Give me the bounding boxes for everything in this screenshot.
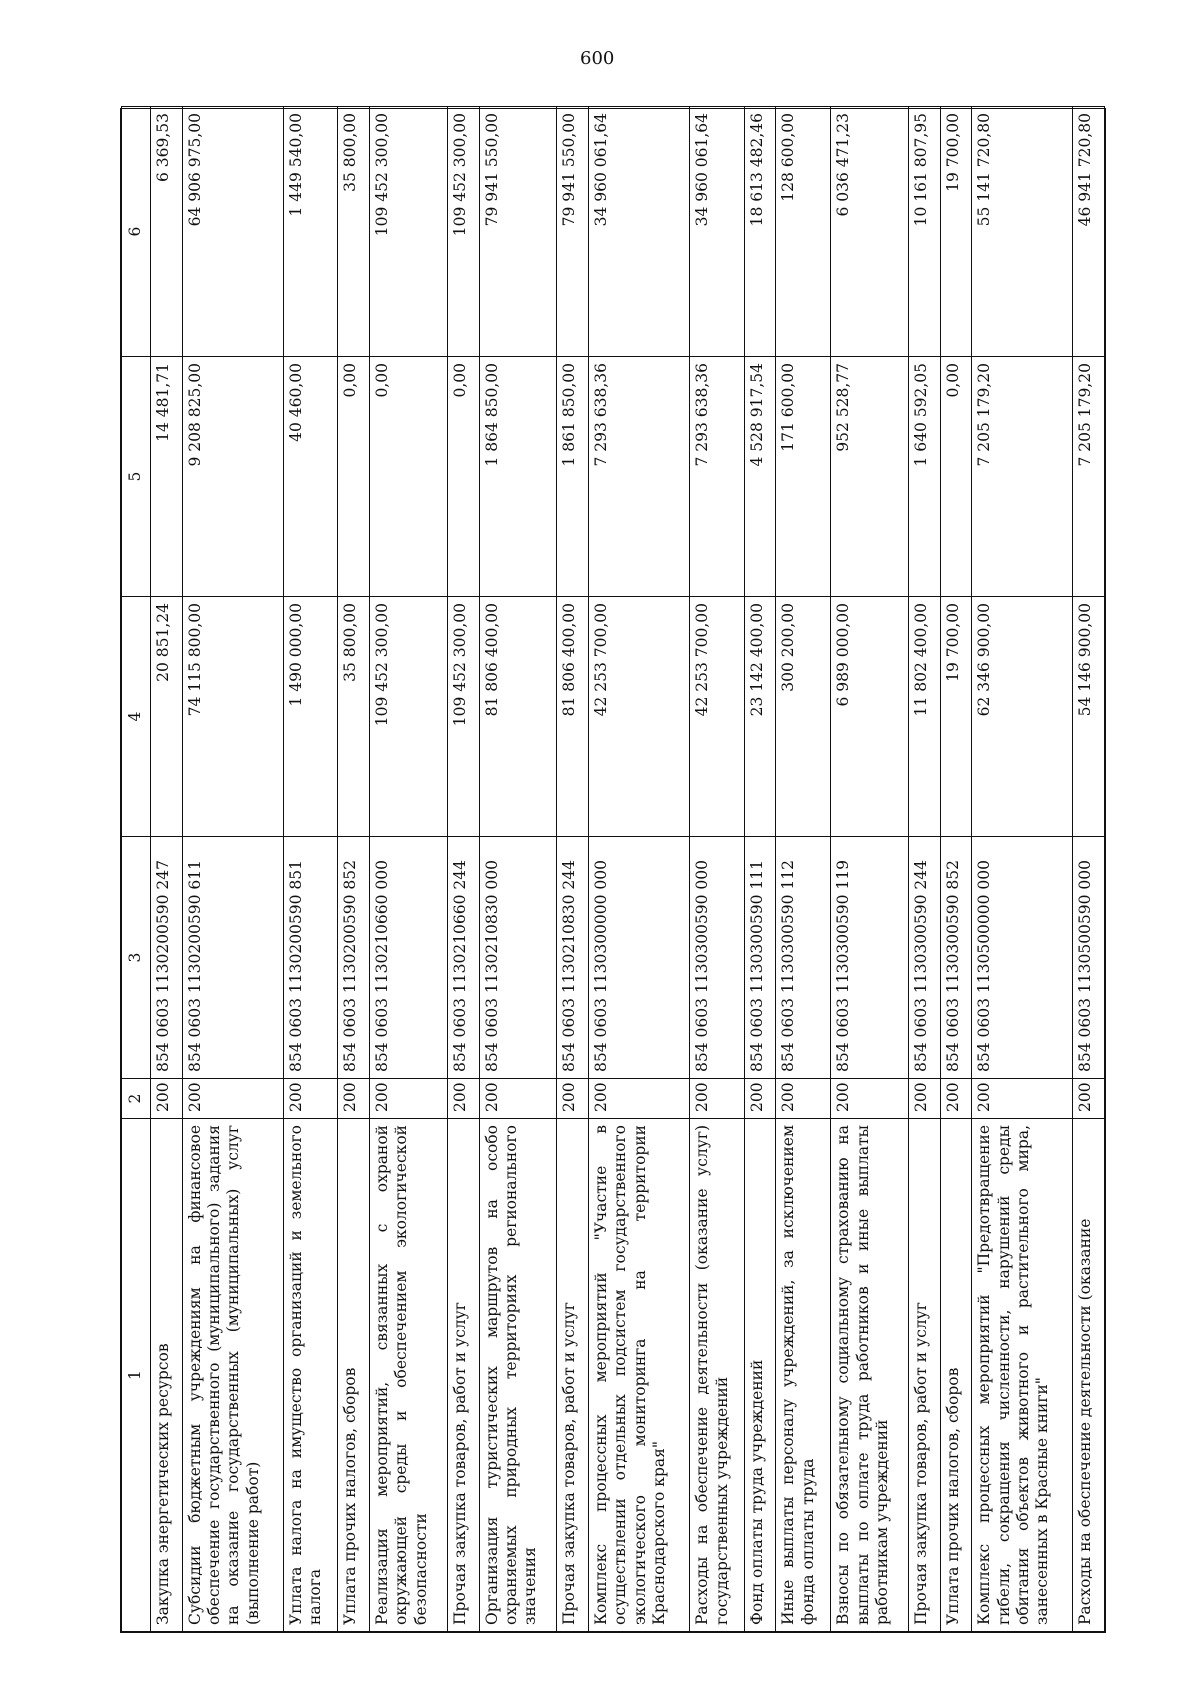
row-col4: 74 115 800,00 (182, 597, 283, 837)
table-row (744, 107, 776, 1632)
row-col5: 7 293 638,36 (589, 357, 690, 597)
row-col5: 1 864 850,00 (479, 357, 557, 597)
row-col4: 1 490 000,00 (283, 597, 338, 837)
row-group: 200 (589, 1079, 690, 1119)
row-name: Организация туристических маршрутов на особо охраняемых природных территориях регионального значения (479, 1119, 557, 1632)
row-group: 200 (831, 1079, 909, 1119)
row-col5: 1 640 592,05 (909, 357, 941, 597)
row-col5: 0,00 (940, 357, 972, 597)
row-group: 200 (370, 1079, 448, 1119)
row-code: 854 0603 1130500000 000 (972, 837, 1073, 1079)
row-col6: 19 700,00 (940, 107, 972, 357)
row-col6: 34 960 061,64 (690, 107, 745, 357)
row-group: 200 (744, 1079, 776, 1119)
row-col4: 42 253 700,00 (690, 597, 745, 837)
row-col6: 46 941 720,80 (1073, 107, 1105, 357)
row-code: 854 0603 1130300590 000 (690, 837, 745, 1079)
row-code: 854 0603 1130300590 244 (909, 837, 941, 1079)
row-name: Прочая закупка товаров, работ и услуг (909, 1119, 941, 1632)
row-col5: 7 293 638,36 (690, 357, 745, 597)
table-row (776, 107, 831, 1632)
row-group: 200 (338, 1079, 370, 1119)
row-col5: 9 208 825,00 (182, 357, 283, 597)
row-group: 200 (557, 1079, 589, 1119)
row-col4: 300 200,00 (776, 597, 831, 837)
row-code: 854 0603 1130200590 611 (182, 837, 283, 1079)
row-col6: 18 613 482,46 (744, 107, 776, 357)
row-group: 200 (283, 1079, 338, 1119)
row-group: 200 (447, 1079, 479, 1119)
row-col4: 81 806 400,00 (557, 597, 589, 837)
row-group: 200 (182, 1079, 283, 1119)
row-name: Закупка энергетических ресурсов (151, 1119, 183, 1632)
row-col6: 55 141 720,80 (972, 107, 1073, 357)
row-col6: 64 906 975,00 (182, 107, 283, 357)
row-name: Прочая закупка товаров, работ и услуг (557, 1119, 589, 1632)
row-col4: 42 253 700,00 (589, 597, 690, 837)
table-row (447, 107, 479, 1632)
row-code: 854 0603 1130300590 852 (940, 837, 972, 1079)
row-col4: 109 452 300,00 (447, 597, 479, 837)
row-col4: 62 346 900,00 (972, 597, 1073, 837)
row-group: 200 (151, 1079, 183, 1119)
row-col5: 14 481,71 (151, 357, 183, 597)
row-col5: 0,00 (370, 357, 448, 597)
row-code: 854 0603 1130210660 244 (447, 837, 479, 1079)
row-name: Фонд оплаты труда учреждений (744, 1119, 776, 1632)
row-code: 854 0603 1130300590 119 (831, 837, 909, 1079)
table-row (831, 107, 909, 1632)
column-header-4: 4 (122, 597, 151, 837)
row-code: 854 0603 1130200590 247 (151, 837, 183, 1079)
row-col5: 0,00 (447, 357, 479, 597)
column-header-3: 3 (122, 837, 151, 1079)
row-group: 200 (690, 1079, 745, 1119)
row-col5: 7 205 179,20 (1073, 357, 1105, 597)
row-name: Комплекс процессных мероприятий "Предотвращение гибели, сокращения численности, нарушений среды обитания объектов животного и растительного мира, занесенных в Красные книги" (972, 1119, 1073, 1632)
table-row (972, 107, 1073, 1632)
row-col6: 6 369,53 (151, 107, 183, 357)
row-col4: 54 146 900,00 (1073, 597, 1105, 837)
table-row (338, 107, 370, 1632)
row-code: 854 0603 1130210830 244 (557, 837, 589, 1079)
row-col6: 109 452 300,00 (370, 107, 448, 357)
row-col6: 79 941 550,00 (479, 107, 557, 357)
row-col5: 4 528 917,54 (744, 357, 776, 597)
row-col4: 19 700,00 (940, 597, 972, 837)
row-col4: 20 851,24 (151, 597, 183, 837)
row-name: Реализация мероприятий, связанных с охраной окружающей среды и обеспечением экологической безопасности (370, 1119, 448, 1632)
row-col4: 11 802 400,00 (909, 597, 941, 837)
row-col5: 171 600,00 (776, 357, 831, 597)
row-name: Прочая закупка товаров, работ и услуг (447, 1119, 479, 1632)
table-row (479, 107, 557, 1632)
row-code: 854 0603 1130210660 000 (370, 837, 448, 1079)
table-row (690, 107, 745, 1632)
column-header-5: 5 (122, 357, 151, 597)
row-col4: 23 142 400,00 (744, 597, 776, 837)
row-col6: 79 941 550,00 (557, 107, 589, 357)
table-row (1073, 107, 1105, 1632)
row-col5: 0,00 (338, 357, 370, 597)
row-code: 854 0603 1130210830 000 (479, 837, 557, 1079)
row-col6: 6 036 471,23 (831, 107, 909, 357)
row-code: 854 0603 1130500590 000 (1073, 837, 1105, 1079)
row-code: 854 0603 1130300590 112 (776, 837, 831, 1079)
budget-table (120, 108, 1106, 1633)
row-group: 200 (972, 1079, 1073, 1119)
table-row (283, 107, 338, 1632)
column-header-6: 6 (122, 107, 151, 357)
row-col5: 7 205 179,20 (972, 357, 1073, 597)
row-col6: 1 449 540,00 (283, 107, 338, 357)
table-row (940, 107, 972, 1632)
row-group: 200 (776, 1079, 831, 1119)
row-col6: 34 960 061,64 (589, 107, 690, 357)
row-code: 854 0603 1130200590 851 (283, 837, 338, 1079)
row-name: Уплата прочих налогов, сборов (940, 1119, 972, 1632)
row-col4: 109 452 300,00 (370, 597, 448, 837)
row-col4: 6 989 000,00 (831, 597, 909, 837)
column-header-1: 1 (122, 1119, 151, 1632)
row-name: Уплата прочих налогов, сборов (338, 1119, 370, 1632)
row-name: Взносы по обязательному социальному страхованию на выплаты по оплате труда работников и иные выплаты работникам учреждений (831, 1119, 909, 1632)
table-row (151, 107, 183, 1632)
row-col5: 952 528,77 (831, 357, 909, 597)
table-row (370, 107, 448, 1632)
table-row (589, 107, 690, 1632)
row-name: Уплата налога на имущество организаций и земельного налога (283, 1119, 338, 1632)
row-col6: 128 600,00 (776, 107, 831, 357)
row-group: 200 (1073, 1079, 1105, 1119)
row-group: 200 (940, 1079, 972, 1119)
row-col6: 10 161 807,95 (909, 107, 941, 357)
column-header-2: 2 (122, 1079, 151, 1119)
row-code: 854 0603 1130300590 111 (744, 837, 776, 1079)
row-group: 200 (909, 1079, 941, 1119)
row-col4: 81 806 400,00 (479, 597, 557, 837)
row-name: Расходы на обеспечение деятельности (оказание (1073, 1119, 1105, 1632)
row-name: Расходы на обеспечение деятельности (оказание услуг) государственных учреждений (690, 1119, 745, 1632)
table-row (909, 107, 941, 1632)
row-col6: 109 452 300,00 (447, 107, 479, 357)
page-number: 600 (580, 48, 615, 69)
row-group: 200 (479, 1079, 557, 1119)
rotated-table-frame (120, 108, 1106, 1633)
row-col4: 35 800,00 (338, 597, 370, 837)
row-name: Комплекс процессных мероприятий "Участие в осуществлении отдельных подсистем государственного экологического мониторинга на территории Краснодарского края" (589, 1119, 690, 1632)
row-name: Субсидии бюджетным учреждениям на финансовое обеспечение государственного (муниципального) задания на оказание государственных (муниципальных) услуг (выполнение работ) (182, 1119, 283, 1632)
row-code: 854 0603 1130300000 000 (589, 837, 690, 1079)
table-header-row (122, 107, 151, 1632)
row-col5: 1 861 850,00 (557, 357, 589, 597)
table-row (557, 107, 589, 1632)
row-col6: 35 800,00 (338, 107, 370, 357)
row-name: Иные выплаты персоналу учреждений, за исключением фонда оплаты труда (776, 1119, 831, 1632)
row-col5: 40 460,00 (283, 357, 338, 597)
row-code: 854 0603 1130200590 852 (338, 837, 370, 1079)
table-row (182, 107, 283, 1632)
